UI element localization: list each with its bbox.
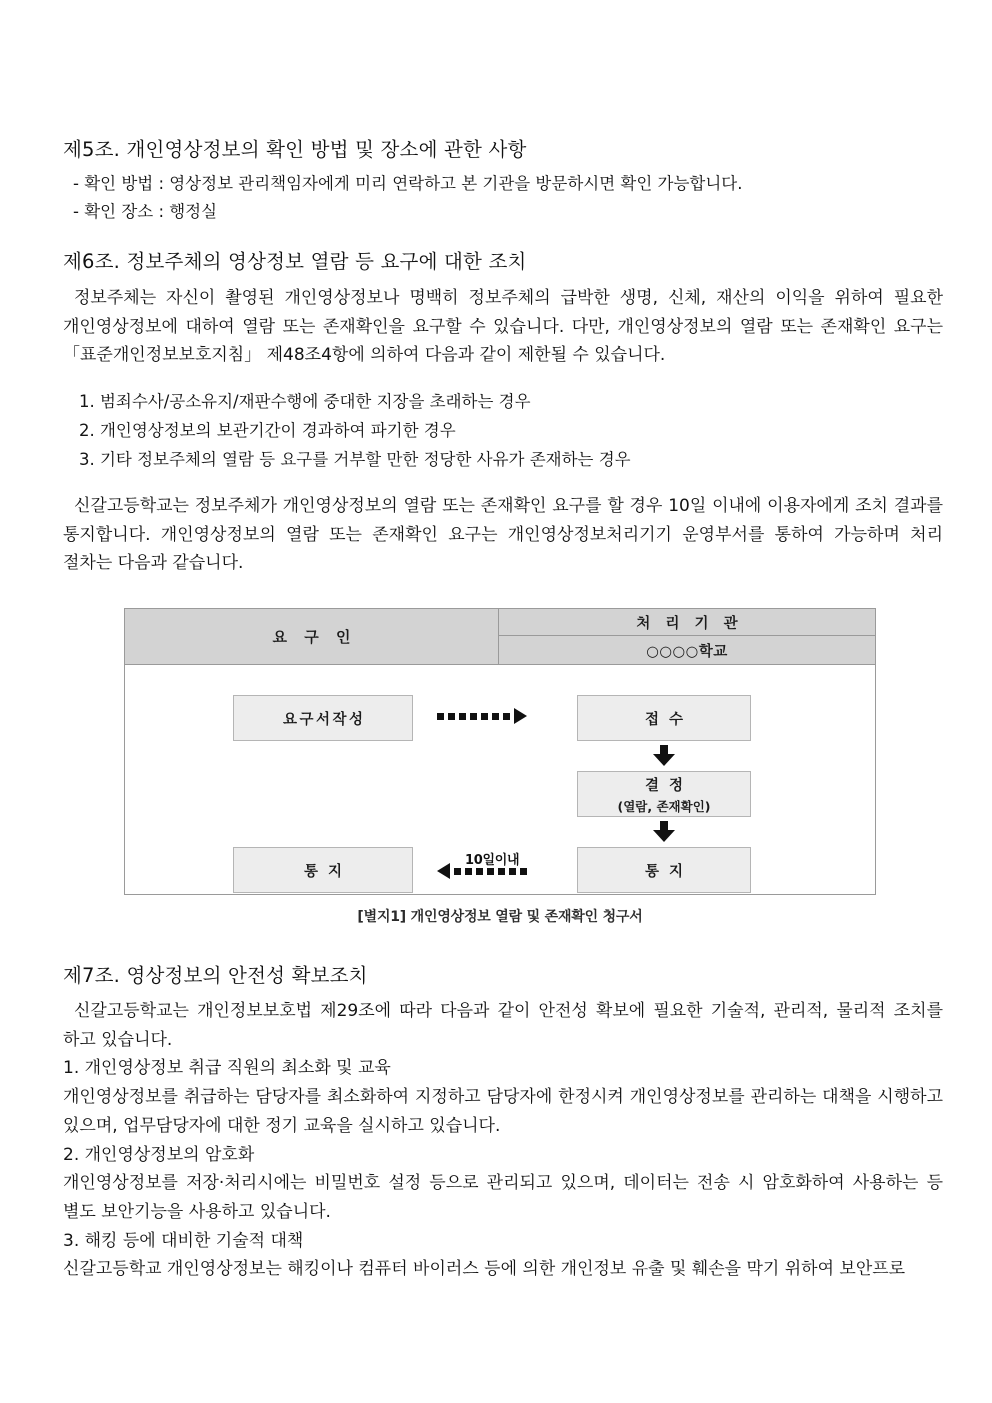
flow-canvas (125, 665, 875, 894)
flow-arrow-submit-right (437, 711, 527, 721)
article5-title: 제5조. 개인영상정보의 확인 방법 및 장소에 관한 사항 (63, 138, 527, 161)
flow-arrow-down-decision-to-notify (653, 821, 675, 842)
article5-item-place: - 확인 장소 : 행정실 (73, 202, 218, 221)
article7-measure-2-body: 개인영상정보를 저장·처리시에는 비밀번호 설정 등으로 관리되고 있으며, 데이터는 전송 시 암호화하여 사용하는 등 별도 보안기능을 사용하고 있습니다. (63, 1173, 943, 1222)
article7-measure-1-heading: 1. 개인영상정보 취급 직원의 최소화 및 교육 (63, 1058, 391, 1078)
flow-box-decision-label: 결 정 (644, 777, 686, 794)
arrow-dot (498, 868, 505, 875)
flow-arrow-label-10-days: 10일이내 (465, 853, 520, 868)
flow-header-agency: 처 리 기 관 (499, 609, 875, 636)
arrow-dot (454, 868, 461, 875)
arrow-dot (465, 868, 472, 875)
article7-title: 제7조. 영상정보의 안전성 확보조치 (63, 964, 368, 987)
flow-diagram-caption: [별지1] 개인영상정보 열람 및 존재확인 청구서 (357, 909, 643, 925)
arrow-dot (487, 868, 494, 875)
arrow-head-left-icon (437, 863, 450, 879)
flow-box-notify-agency-label: 통 지 (644, 863, 686, 880)
arrow-stem (660, 745, 668, 754)
article7-measure-2-heading: 2. 개인영상정보의 암호화 (63, 1145, 255, 1165)
flow-arrow-notify-left (437, 866, 531, 876)
flow-header-requester: 요 구 인 (125, 609, 499, 664)
arrow-stem (660, 821, 668, 830)
flow-header-school-name: ○○○○학교 (646, 643, 728, 660)
article6-paragraph-1: 정보주체는 자신이 촬영된 개인영상정보나 명백히 정보주체의 급박한 생명, 신체, 재산의 이익을 위하여 필요한 개인영상정보에 대하여 열람 또는 존재확인을 요구할 수 있습니다. 다만, 개인영상정보의 열람 또는 존재확인 요구는 「표준개인정보보호지침」 제48조4항에 의하여 다음과 같이 제한될 수 있습니다. (63, 288, 943, 365)
arrow-dot (437, 713, 444, 720)
arrow-dot (470, 713, 477, 720)
flow-frame (124, 608, 876, 895)
flow-box-notify-requester (233, 847, 413, 893)
flow-box-request-form-label: 요구서작성 (282, 711, 366, 728)
article7-measure-3-heading: 3. 해킹 등에 대비한 기술적 대책 (63, 1231, 304, 1251)
flow-box-decision-sublabel: (열람, 존재확인) (617, 798, 711, 814)
arrow-dot (520, 868, 527, 875)
flow-box-receipt (577, 695, 751, 741)
article5-item-method: - 확인 방법 : 영상정보 관리책임자에게 미리 연락하고 본 기관을 방문하시면 확인 가능합니다. (73, 174, 743, 193)
flow-box-request-form (233, 695, 413, 741)
arrow-dot (503, 713, 510, 720)
arrow-dot (481, 713, 488, 720)
request-process-flow-diagram (124, 608, 876, 895)
arrow-dot (476, 868, 483, 875)
article6-list-item-2: 2. 개인영상정보의 보관기간이 경과하여 파기한 경우 (79, 421, 456, 440)
arrow-dot (448, 713, 455, 720)
flow-box-decision (577, 771, 751, 817)
flow-box-notify-requester-label: 통 지 (303, 863, 345, 880)
flow-box-notify-agency (577, 847, 751, 893)
arrow-head-down-icon (653, 754, 675, 766)
article6-list-item-3: 3. 기타 정보주체의 열람 등 요구를 거부할 만한 정당한 사유가 존재하는 경우 (79, 450, 631, 469)
flow-header-agency-group (499, 609, 875, 664)
article6-title: 제6조. 정보주체의 영상정보 열람 등 요구에 대한 조치 (63, 250, 527, 273)
flow-box-receipt-label: 접 수 (644, 711, 686, 728)
article7-measure-3-body: 신갈고등학교 개인영상정보는 해킹이나 컴퓨터 바이러스 등에 의한 개인정보 유출 및 훼손을 막기 위하여 보안프로 (63, 1259, 906, 1279)
flow-arrow-down-receipt-to-decision (653, 745, 675, 766)
arrow-dot (459, 713, 466, 720)
arrow-dot (509, 868, 516, 875)
arrow-head-right-icon (514, 708, 527, 724)
article6-paragraph-2: 신갈고등학교는 정보주체가 개인영상정보의 열람 또는 존재확인 요구를 할 경우 10일 이내에 이용자에게 조치 결과를 통지합니다. 개인영상정보의 열람 또는 존재확인 요구는 개인영상정보처리기기 운영부서를 통하여 가능하며 처리 절차는 다음과 같습니다. (63, 496, 943, 573)
flow-header-row (125, 609, 875, 665)
arrow-head-down-icon (653, 830, 675, 842)
arrow-dot (492, 713, 499, 720)
article7-intro: 신갈고등학교는 개인정보보호법 제29조에 따라 다음과 같이 안전성 확보에 필요한 기술적, 관리적, 물리적 조치를 하고 있습니다. (63, 1001, 943, 1050)
article6-list-item-1: 1. 범죄수사/공소유지/재판수행에 중대한 지장을 초래하는 경우 (79, 392, 531, 411)
article7-measure-1-body: 개인영상정보를 취급하는 담당자를 최소화하여 지정하고 담당자에 한정시켜 개인영상정보를 관리하는 대책을 시행하고 있으며, 업무담당자에 대한 정기 교육을 실시하고 있습니다. (63, 1087, 943, 1136)
